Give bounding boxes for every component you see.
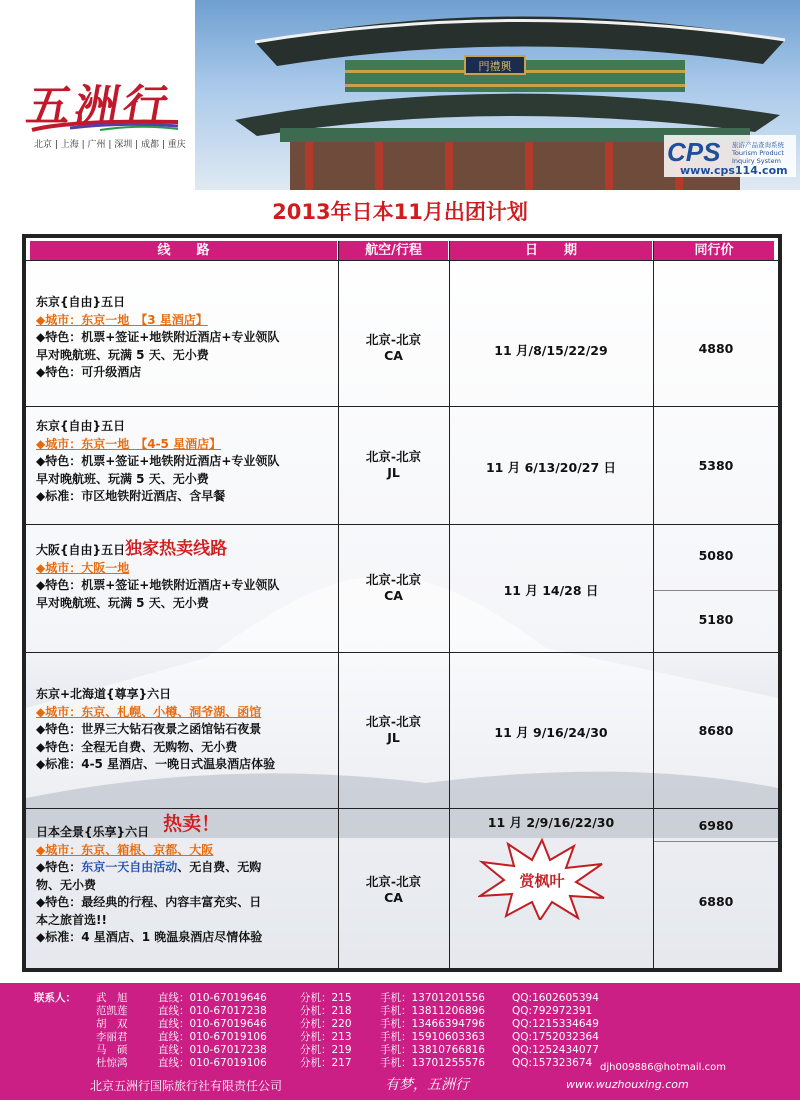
contact-name: 马 硕: [96, 1044, 128, 1056]
contact-mobile: 手机：13701201556: [380, 992, 485, 1004]
airline-cell: [339, 570, 448, 603]
price-cell: 6980: [698, 818, 734, 833]
table-row: [36, 686, 275, 774]
route-text: 北京-北京: [365, 714, 422, 729]
route-city: ◆城市：东京、箱根、京都、大阪: [36, 842, 214, 857]
email-address[interactable]: djh009886@hotmail.com: [600, 1062, 726, 1073]
airline-code: JL: [387, 730, 400, 745]
route-feature: ◆特色：世界三大钻石夜景之函馆钻石夜景: [36, 722, 262, 736]
contact-name: 胡 双: [96, 1018, 128, 1030]
date-cell: 11 月 6/13/20/27 日: [485, 460, 617, 475]
contact-name: 李丽君: [96, 1031, 128, 1043]
starburst-icon: [478, 838, 606, 920]
airline-code: CA: [384, 348, 403, 363]
col-header-airline: 航空/行程: [339, 241, 448, 260]
table-row: [36, 294, 279, 382]
route-name: 日本全景{乐享}六日: [36, 825, 150, 839]
hot-label: 热卖！: [163, 813, 221, 835]
table-row: [36, 813, 263, 947]
contact-qq-item: QQ:1752032364: [512, 1031, 599, 1043]
contact-ext: 分机：218: [300, 1005, 352, 1017]
price-cell: 4880: [698, 341, 734, 356]
route-name: 东京+北海道{尊享}六日: [36, 687, 172, 701]
route-feature: ◆标准：4 星酒店、1 晚温泉酒店尽情体验: [36, 930, 263, 944]
price-cell: 5180: [698, 612, 734, 627]
contact-name: 范凯莲: [96, 1005, 128, 1017]
contact-phone: 直线：010-67019646: [158, 1018, 267, 1030]
col-header-date: 日 期: [450, 241, 652, 260]
slogan: 有梦，五洲行: [385, 1077, 469, 1093]
route-feature: ◆特色：全程无自费、无购物、无小费: [36, 739, 238, 754]
airline-cell: [339, 712, 448, 745]
date-cell: 11 月 2/9/16/22/30: [487, 815, 615, 830]
contact-phone: 直线：010-67019106: [158, 1057, 267, 1069]
airline-code: JL: [387, 465, 400, 480]
airline-cell: [339, 872, 448, 905]
airline-cell: [339, 447, 448, 480]
airline-code: CA: [384, 588, 403, 603]
col-header-price: 同行价: [654, 241, 774, 260]
divider: [26, 808, 778, 809]
contacts-label: 联系人：: [34, 992, 76, 1004]
branch-cities: 北京 | 上海 | 广州 | 深圳 | 成都 | 重庆: [34, 140, 186, 150]
price-cell: 5080: [698, 548, 734, 563]
route-feature: 早对晚航班、玩满 5 天、无小费: [36, 471, 209, 486]
price-cell: 6880: [698, 894, 734, 909]
contact-mobile: 手机：13811206896: [380, 1005, 485, 1017]
feature-highlight: 东京一天自由活动: [81, 860, 178, 874]
route-feature: ◆特色：机票+签证+地铁附近酒店+专业领队: [36, 454, 280, 468]
divider: [26, 652, 778, 653]
contact-names: [96, 992, 128, 1070]
col-header-route: 线 路: [30, 241, 337, 260]
airline-code: CA: [384, 890, 403, 905]
contact-ext: 分机：220: [300, 1018, 352, 1030]
divider: [654, 841, 778, 842]
contact-ext: 分机：215: [300, 992, 352, 1004]
contact-extensions: [300, 992, 352, 1070]
route-name: 东京{自由}五日: [36, 419, 126, 433]
date-cell: 11 月/8/15/22/29: [494, 343, 608, 358]
table-row: [36, 541, 279, 612]
airline-cell: [339, 330, 448, 363]
contact-ext: 分机：217: [300, 1057, 352, 1069]
contact-ext: 分机：213: [300, 1031, 352, 1043]
contact-phone: 直线：010-67017238: [158, 1044, 267, 1056]
route-name-line: [36, 813, 262, 842]
contact-mobile: 手机：13810766816: [380, 1044, 485, 1056]
contact-mobiles: [380, 992, 485, 1070]
price-cell: 5380: [698, 458, 734, 473]
cps-subtitle: 旅游产品查询系统 Tourism Product Inquiry System: [732, 141, 784, 165]
company-name: 北京五洲行国际旅行社有限责任公司: [90, 1079, 283, 1093]
contact-name: 杜惊鸿: [96, 1057, 128, 1069]
cps-url[interactable]: www.cps114.com: [680, 164, 788, 177]
divider: [26, 260, 778, 261]
table-row: [36, 418, 279, 506]
route-text: 北京-北京: [365, 572, 422, 587]
contact-phone: 直线：010-67019106: [158, 1031, 267, 1043]
route-text: 北京-北京: [365, 449, 422, 464]
contact-name: 武 旭: [96, 992, 128, 1004]
feature-prefix: ◆特色：: [36, 860, 82, 874]
contact-ext: 分机：219: [300, 1044, 352, 1056]
route-name-line: [36, 541, 279, 560]
route-feature: 早对晚航班、玩满 5 天、无小费: [36, 595, 209, 610]
price-cell: 8680: [698, 723, 734, 738]
route-feature: 物、无小费: [36, 877, 97, 892]
route-feature: ◆特色：机票+签证+地铁附近酒店+专业领队: [36, 330, 280, 344]
website-link[interactable]: www.wuzhouxing.com: [566, 1078, 689, 1091]
contact-qq-item: QQ:1215334649: [512, 1018, 599, 1030]
route-city: ◆城市：东京、札幌、小樽、洞爷湖、函馆: [36, 704, 262, 719]
route-text: 北京-北京: [365, 332, 422, 347]
contact-phones: [158, 992, 267, 1070]
route-feature: ◆标准：市区地铁附近酒店、含早餐: [36, 489, 226, 503]
date-cell: 11 月 9/16/24/30: [494, 725, 608, 740]
route-feature: 本之旅首选!!: [36, 912, 107, 927]
route-city: ◆城市：大阪一地: [36, 560, 130, 575]
contact-phone: 直线：010-67019646: [158, 992, 267, 1004]
page-title: 2013年日本11月出团计划: [272, 200, 528, 224]
divider: [26, 524, 778, 525]
contact-qq: [512, 992, 599, 1070]
contact-phone: 直线：010-67017238: [158, 1005, 267, 1017]
contact-qq-item: QQ:1602605394: [512, 992, 599, 1004]
route-feature: ◆标准：4-5 星酒店、一晚日式温泉酒店体验: [36, 757, 276, 771]
cps-logo: CPS: [667, 137, 721, 167]
gate-sign: 門禮興: [478, 60, 512, 73]
contact-mobile: 手机：15910603363: [380, 1031, 485, 1043]
logo-swoosh-icon: [30, 118, 180, 132]
burst-label: 赏枫叶: [519, 872, 565, 890]
feature-suffix: 、无自费、无购: [177, 860, 262, 874]
contact-qq-item: QQ:792972391: [512, 1005, 593, 1017]
route-feature: [36, 859, 262, 877]
contact-qq-item: QQ:157323674: [512, 1057, 593, 1069]
route-feature: 早对晚航班、玩满 5 天、无小费: [36, 347, 209, 362]
divider: [26, 406, 778, 407]
route-city: ◆城市：东京一地 【3 星酒店】: [36, 312, 208, 327]
route-feature: ◆特色：最经典的行程、内容丰富充实、日: [36, 895, 262, 909]
contact-mobile: 手机：13466394796: [380, 1018, 485, 1030]
contact-mobile: 手机：13701255576: [380, 1057, 485, 1069]
divider: [654, 590, 778, 591]
route-feature: ◆特色：机票+签证+地铁附近酒店+专业领队: [36, 578, 280, 592]
route-text: 北京-北京: [365, 874, 422, 889]
contact-qq-item: QQ:1252434077: [512, 1044, 599, 1056]
brand-logo: 五洲行: [22, 81, 176, 132]
hot-label: 独家热卖线路: [125, 539, 228, 559]
route-name: 大阪{自由}五日: [36, 543, 126, 557]
date-cell: 11 月 14/28 日: [503, 583, 599, 598]
route-city: ◆城市：东京一地 【4-5 星酒店】: [36, 436, 222, 451]
route-name: 东京{自由}五日: [36, 295, 126, 309]
route-feature: ◆特色：可升级酒店: [36, 365, 142, 379]
